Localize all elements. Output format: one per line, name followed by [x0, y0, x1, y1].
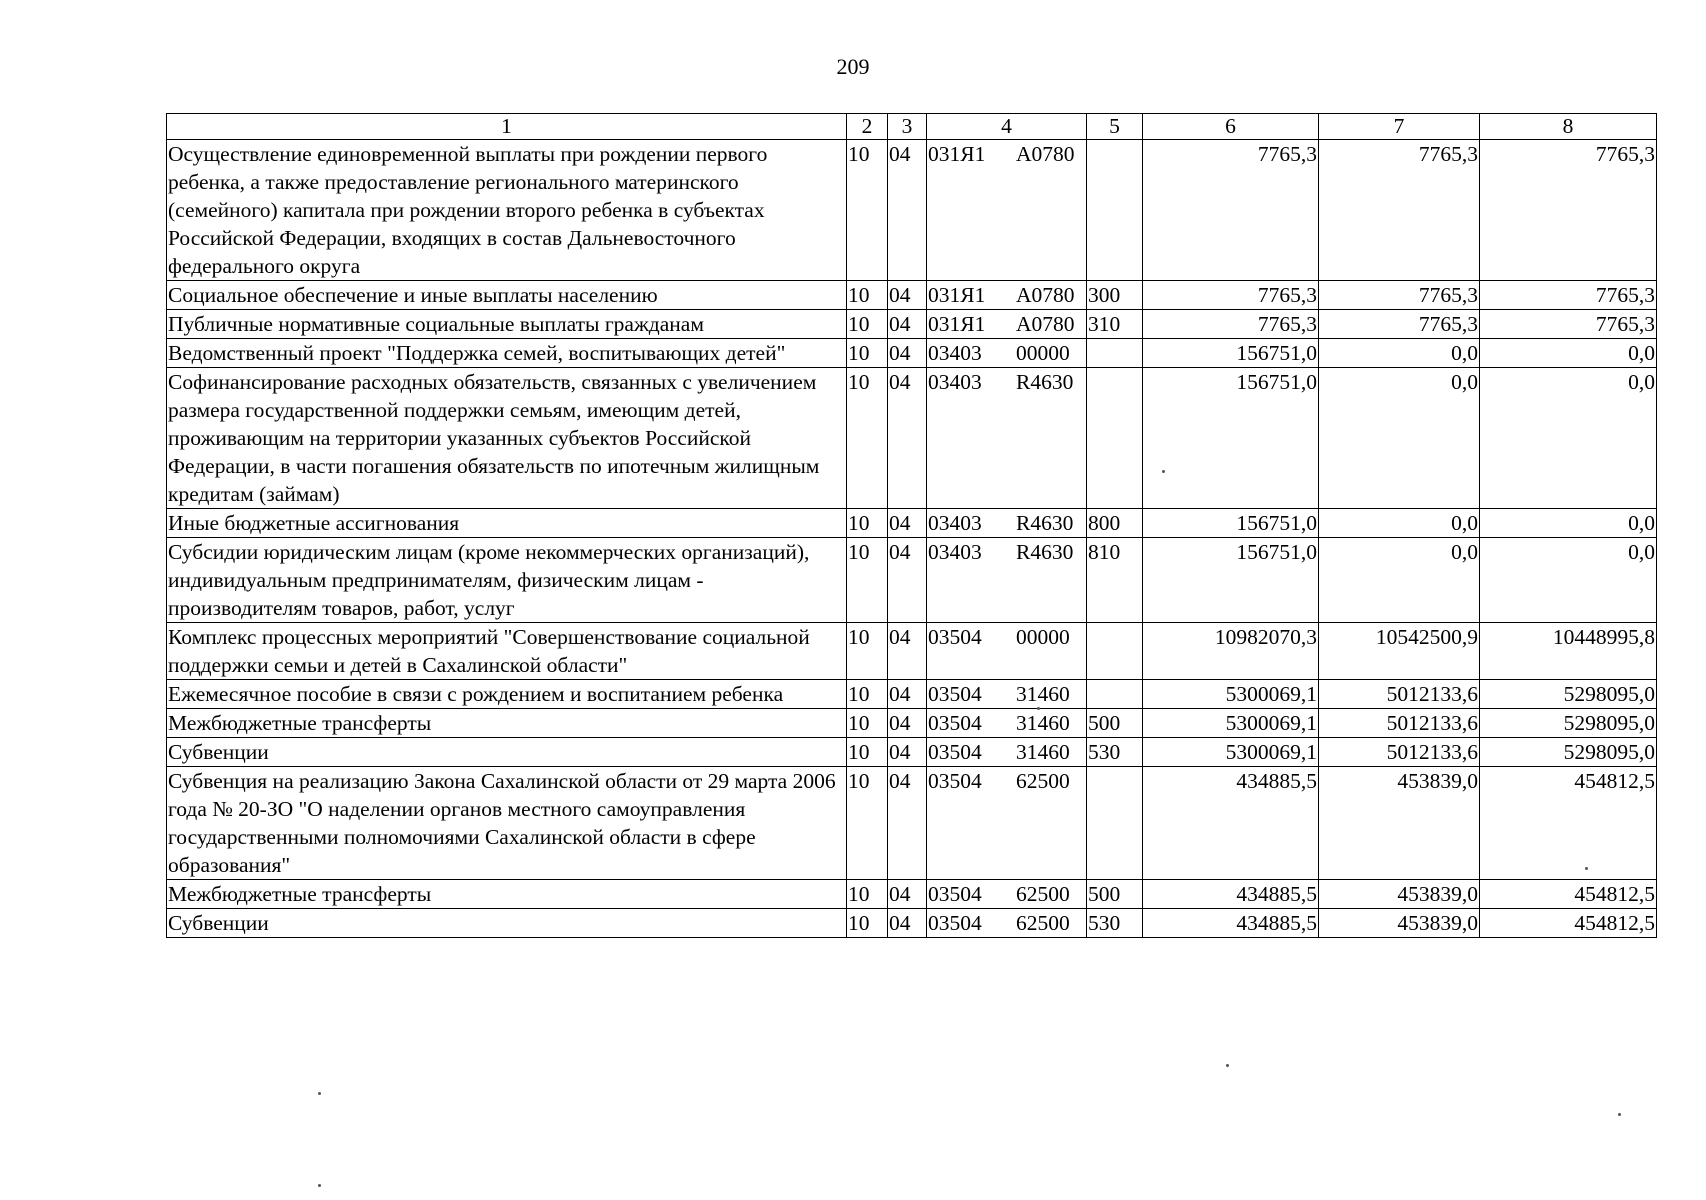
row-expense-type-cell: 530 — [1087, 909, 1143, 938]
row-subsection-cell: 04 — [888, 738, 927, 767]
table-row — [167, 140, 1657, 281]
row-subsection-cell: 04 — [888, 909, 927, 938]
row-target-article-cell — [927, 880, 1087, 909]
row-target-article-cell — [927, 538, 1087, 623]
row-target-article-cell — [927, 368, 1087, 509]
row-amount-col8-cell: 0,0 — [1480, 538, 1657, 623]
row-amount-col6-cell: 156751,0 — [1143, 538, 1319, 623]
row-amount-col7-cell: 0,0 — [1319, 509, 1480, 538]
header-col-6: 6 — [1143, 114, 1319, 140]
row-amount-col7-cell: 453839,0 — [1319, 767, 1480, 880]
row-amount-col6-cell: 5300069,1 — [1143, 709, 1319, 738]
table-row — [167, 680, 1657, 709]
target-article-direction-code: 31460 — [1016, 682, 1070, 706]
target-article-program-code: 03504 — [928, 911, 982, 935]
row-target-article-cell — [927, 509, 1087, 538]
row-section-cell: 10 — [847, 738, 888, 767]
table-row — [167, 368, 1657, 509]
target-article-direction-code: R4630 — [1016, 370, 1074, 394]
header-col-8: 8 — [1480, 114, 1657, 140]
row-amount-col6-cell: 434885,5 — [1143, 880, 1319, 909]
row-amount-col7-cell: 7765,3 — [1319, 281, 1480, 310]
row-amount-col8-cell: 5298095,0 — [1480, 738, 1657, 767]
row-target-article-cell — [927, 680, 1087, 709]
target-article-direction-code: R4630 — [1016, 511, 1074, 535]
row-section-cell: 10 — [847, 339, 888, 368]
budget-table — [166, 113, 1657, 938]
row-amount-col7-cell: 5012133,6 — [1319, 738, 1480, 767]
target-article-direction-code: 62500 — [1016, 882, 1070, 906]
target-article-direction-code: А0780 — [1016, 142, 1075, 166]
row-expense-type-cell: 300 — [1087, 281, 1143, 310]
header-col-2: 2 — [847, 114, 888, 140]
row-expense-type-cell — [1087, 140, 1143, 281]
row-section-cell: 10 — [847, 880, 888, 909]
row-target-article-cell — [927, 909, 1087, 938]
target-article-program-code: 031Я1 — [928, 312, 986, 336]
table-row — [167, 538, 1657, 623]
row-subsection-cell: 04 — [888, 509, 927, 538]
row-amount-col7-cell: 7765,3 — [1319, 310, 1480, 339]
row-name-cell: Осуществление единовременной выплаты при рождении первого ребенка, а также предоставление регионального материнского (семейного) капитала при рождении второго ребенка в субъектах Российской Федерации, входящих в состав Дальневосточного федерального округа — [167, 140, 847, 281]
row-target-article-cell — [927, 709, 1087, 738]
row-section-cell: 10 — [847, 509, 888, 538]
row-section-cell: 10 — [847, 623, 888, 680]
row-amount-col7-cell: 5012133,6 — [1319, 709, 1480, 738]
row-amount-col6-cell: 7765,3 — [1143, 140, 1319, 281]
scan-speck — [1226, 1064, 1229, 1067]
row-amount-col7-cell: 0,0 — [1319, 339, 1480, 368]
target-article-program-code: 03403 — [928, 511, 982, 535]
row-expense-type-cell — [1087, 767, 1143, 880]
target-article-program-code: 03504 — [928, 740, 982, 764]
table-row — [167, 767, 1657, 880]
row-name-cell: Субвенции — [167, 909, 847, 938]
row-amount-col7-cell: 5012133,6 — [1319, 680, 1480, 709]
target-article-program-code: 03504 — [928, 682, 982, 706]
row-name-cell: Субсидии юридическим лицам (кроме некоммерческих организаций), индивидуальным предпринимателям, физическим лицам - производителям товаров, работ, услуг — [167, 538, 847, 623]
row-amount-col7-cell: 453839,0 — [1319, 880, 1480, 909]
row-name-cell: Межбюджетные трансферты — [167, 709, 847, 738]
row-amount-col8-cell: 7765,3 — [1480, 310, 1657, 339]
row-subsection-cell: 04 — [888, 623, 927, 680]
row-target-article-cell — [927, 281, 1087, 310]
row-section-cell: 10 — [847, 680, 888, 709]
row-subsection-cell: 04 — [888, 538, 927, 623]
target-article-direction-code: А0780 — [1016, 283, 1075, 307]
row-subsection-cell: 04 — [888, 680, 927, 709]
row-amount-col8-cell: 0,0 — [1480, 339, 1657, 368]
header-col-4: 4 — [927, 114, 1087, 140]
scan-speck — [1037, 707, 1040, 710]
row-target-article-cell — [927, 140, 1087, 281]
target-article-program-code: 031Я1 — [928, 142, 986, 166]
row-target-article-cell — [927, 623, 1087, 680]
target-article-direction-code: 62500 — [1016, 769, 1070, 793]
row-target-article-cell — [927, 310, 1087, 339]
scan-speck — [318, 1092, 321, 1095]
row-amount-col6-cell: 7765,3 — [1143, 281, 1319, 310]
row-expense-type-cell: 810 — [1087, 538, 1143, 623]
row-section-cell: 10 — [847, 767, 888, 880]
table-row — [167, 509, 1657, 538]
target-article-direction-code: 31460 — [1016, 740, 1070, 764]
table-row — [167, 880, 1657, 909]
scan-speck — [1585, 867, 1588, 870]
target-article-program-code: 03403 — [928, 341, 982, 365]
row-amount-col6-cell: 156751,0 — [1143, 339, 1319, 368]
row-name-cell: Иные бюджетные ассигнования — [167, 509, 847, 538]
row-amount-col7-cell: 453839,0 — [1319, 909, 1480, 938]
row-expense-type-cell — [1087, 623, 1143, 680]
target-article-program-code: 03504 — [928, 769, 982, 793]
row-expense-type-cell: 310 — [1087, 310, 1143, 339]
row-amount-col6-cell: 5300069,1 — [1143, 680, 1319, 709]
target-article-direction-code: А0780 — [1016, 312, 1075, 336]
table-row — [167, 709, 1657, 738]
row-amount-col8-cell: 0,0 — [1480, 509, 1657, 538]
row-target-article-cell — [927, 767, 1087, 880]
row-amount-col7-cell: 0,0 — [1319, 368, 1480, 509]
row-amount-col8-cell: 10448995,8 — [1480, 623, 1657, 680]
table-row — [167, 310, 1657, 339]
row-section-cell: 10 — [847, 368, 888, 509]
target-article-direction-code: R4630 — [1016, 540, 1074, 564]
row-subsection-cell: 04 — [888, 281, 927, 310]
row-section-cell: 10 — [847, 538, 888, 623]
target-article-direction-code: 00000 — [1016, 625, 1070, 649]
row-expense-type-cell: 800 — [1087, 509, 1143, 538]
row-subsection-cell: 04 — [888, 140, 927, 281]
table-row — [167, 738, 1657, 767]
row-section-cell: 10 — [847, 709, 888, 738]
row-expense-type-cell: 530 — [1087, 738, 1143, 767]
row-subsection-cell: 04 — [888, 310, 927, 339]
target-article-program-code: 03504 — [928, 882, 982, 906]
row-amount-col8-cell: 454812,5 — [1480, 767, 1657, 880]
row-subsection-cell: 04 — [888, 880, 927, 909]
row-amount-col8-cell: 5298095,0 — [1480, 680, 1657, 709]
target-article-program-code: 031Я1 — [928, 283, 986, 307]
row-expense-type-cell — [1087, 368, 1143, 509]
row-expense-type-cell: 500 — [1087, 709, 1143, 738]
row-name-cell: Субвенции — [167, 738, 847, 767]
row-name-cell: Межбюджетные трансферты — [167, 880, 847, 909]
header-col-3: 3 — [888, 114, 927, 140]
target-article-direction-code: 00000 — [1016, 341, 1070, 365]
scan-speck — [1618, 1113, 1621, 1116]
row-section-cell: 10 — [847, 281, 888, 310]
header-col-1: 1 — [167, 114, 847, 140]
table-header-row — [167, 114, 1657, 140]
table-body — [167, 140, 1657, 938]
row-amount-col6-cell: 434885,5 — [1143, 909, 1319, 938]
scan-speck — [318, 1184, 321, 1187]
row-subsection-cell: 04 — [888, 767, 927, 880]
row-expense-type-cell — [1087, 680, 1143, 709]
row-name-cell: Комплекс процессных мероприятий "Совершенствование социальной поддержки семьи и детей в Сахалинской области" — [167, 623, 847, 680]
scan-speck — [1162, 470, 1165, 473]
row-amount-col6-cell: 5300069,1 — [1143, 738, 1319, 767]
page-number: 209 — [836, 54, 870, 79]
row-name-cell: Ежемесячное пособие в связи с рождением и воспитанием ребенка — [167, 680, 847, 709]
header-col-5: 5 — [1087, 114, 1143, 140]
row-subsection-cell: 04 — [888, 709, 927, 738]
row-amount-col8-cell: 7765,3 — [1480, 281, 1657, 310]
row-subsection-cell: 04 — [888, 339, 927, 368]
row-name-cell: Софинансирование расходных обязательств, связанных с увеличением размера государственной поддержки семьям, имеющим детей, проживающим на территории указанных субъектов Российской Федерации, в части погашения обязательств по ипотечным жилищным кредитам (займам) — [167, 368, 847, 509]
row-amount-col8-cell: 5298095,0 — [1480, 709, 1657, 738]
target-article-program-code: 03403 — [928, 370, 982, 394]
row-name-cell: Субвенция на реализацию Закона Сахалинской области от 29 марта 2006 года № 20-ЗО "О наделении органов местного самоуправления государственными полномочиями Сахалинской области в сфере образования" — [167, 767, 847, 880]
row-name-cell: Социальное обеспечение и иные выплаты населению — [167, 281, 847, 310]
row-amount-col8-cell: 454812,5 — [1480, 880, 1657, 909]
table-row — [167, 281, 1657, 310]
row-amount-col7-cell: 0,0 — [1319, 538, 1480, 623]
row-target-article-cell — [927, 738, 1087, 767]
table-row — [167, 909, 1657, 938]
row-section-cell: 10 — [847, 909, 888, 938]
target-article-program-code: 03504 — [928, 625, 982, 649]
row-section-cell: 10 — [847, 310, 888, 339]
row-subsection-cell: 04 — [888, 368, 927, 509]
target-article-direction-code: 62500 — [1016, 911, 1070, 935]
row-section-cell: 10 — [847, 140, 888, 281]
row-target-article-cell — [927, 339, 1087, 368]
row-name-cell: Ведомственный проект "Поддержка семей, воспитывающих детей" — [167, 339, 847, 368]
row-expense-type-cell — [1087, 339, 1143, 368]
row-amount-col6-cell: 7765,3 — [1143, 310, 1319, 339]
row-amount-col8-cell: 0,0 — [1480, 368, 1657, 509]
row-amount-col8-cell: 454812,5 — [1480, 909, 1657, 938]
row-amount-col6-cell: 434885,5 — [1143, 767, 1319, 880]
row-amount-col6-cell: 10982070,3 — [1143, 623, 1319, 680]
row-amount-col8-cell: 7765,3 — [1480, 140, 1657, 281]
row-amount-col6-cell: 156751,0 — [1143, 509, 1319, 538]
row-amount-col7-cell: 7765,3 — [1319, 140, 1480, 281]
table-row — [167, 339, 1657, 368]
row-amount-col7-cell: 10542500,9 — [1319, 623, 1480, 680]
header-col-7: 7 — [1319, 114, 1480, 140]
row-amount-col6-cell: 156751,0 — [1143, 368, 1319, 509]
target-article-program-code: 03504 — [928, 711, 982, 735]
table-row — [167, 623, 1657, 680]
row-expense-type-cell: 500 — [1087, 880, 1143, 909]
row-name-cell: Публичные нормативные социальные выплаты гражданам — [167, 310, 847, 339]
target-article-program-code: 03403 — [928, 540, 982, 564]
target-article-direction-code: 31460 — [1016, 711, 1070, 735]
